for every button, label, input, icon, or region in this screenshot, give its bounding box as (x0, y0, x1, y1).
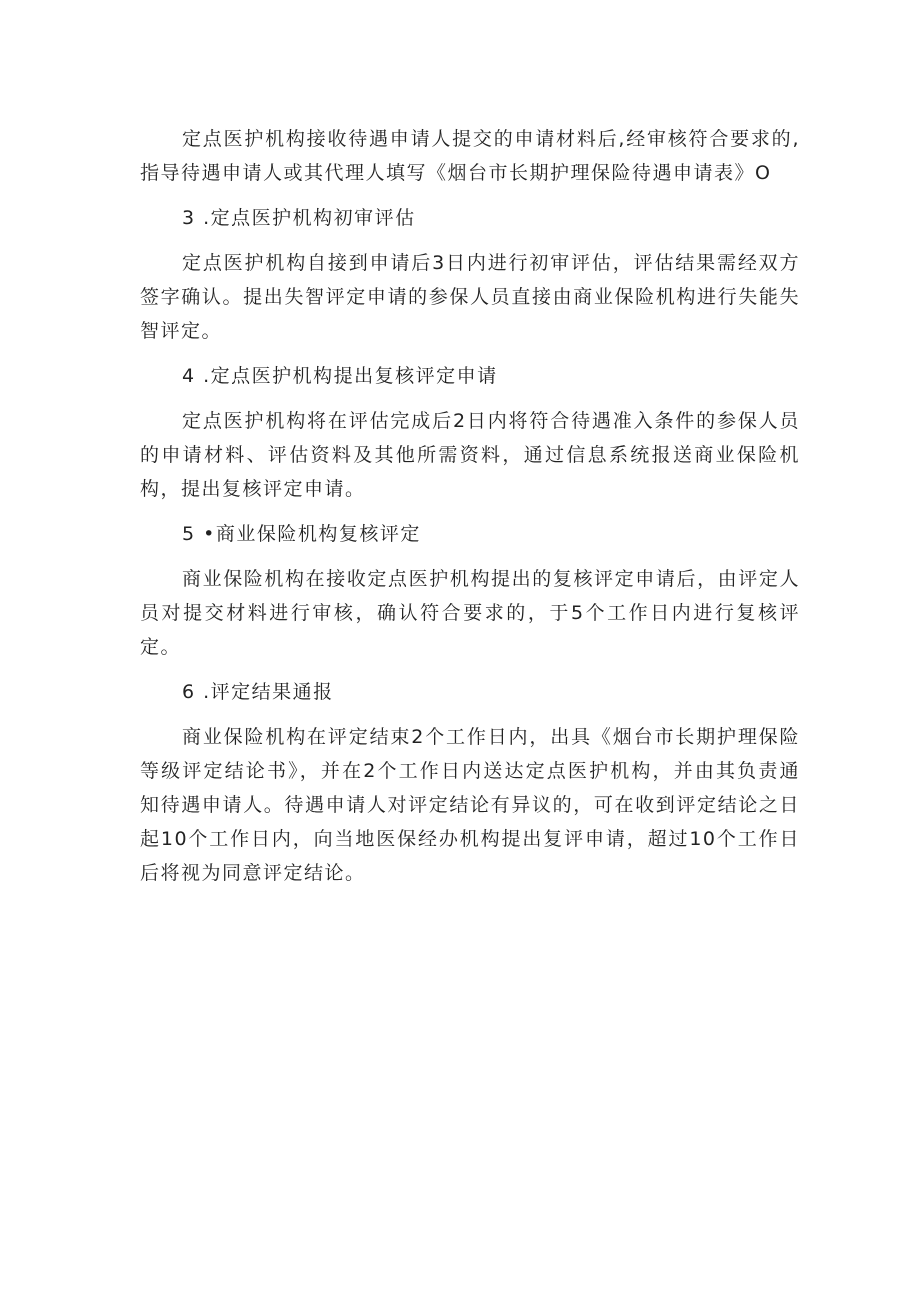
paragraph-insurer-review: 商业保险机构在接收定点医护机构提出的复核评定申请后，由评定人员对提交材料进行审核，确认符合要求的，于5个工作日内进行复核评定。 (140, 568, 800, 658)
paragraph-initial-assessment: 定点医护机构自接到申请后3日内进行初审评估，评估结果需经双方签字确认。提出失智评定申请的参保人员直接由商业保险机构进行失能失智评定。 (140, 252, 800, 342)
heading-result-notification: 6 .评定结果通报 (182, 681, 334, 703)
paragraph-result-notification: 商业保险机构在评定结束2个工作日内，出具《烟台市长期护理保险等级评定结论书》，并在2个工作日内送达定点医护机构，并由其负责通知待遇申请人。待遇申请人对评定结论有异议的，可在收到评定结论之日起10个工作日内，向当地医保经办机构提出复评申请，超过10个工作日后将视为同意评定结论。 (140, 726, 800, 884)
paragraph-application-review: 定点医护机构接收待遇申请人提交的申请材料后,经审核符合要求的,指导待遇申请人或其代理人填写《烟台市长期护理保险待遇申请表》O (140, 128, 800, 184)
heading-review-request: 4 .定点医护机构提出复核评定申请 (182, 365, 498, 387)
heading-initial-assessment: 3 .定点医护机构初审评估 (182, 207, 416, 229)
heading-insurer-review: 5 •商业保险机构复核评定 (182, 523, 421, 545)
document-body (140, 122, 800, 901)
paragraph-review-request: 定点医护机构将在评估完成后2日内将符合待遇准入条件的参保人员的申请材料、评估资料及其他所需资料，通过信息系统报送商业保险机构，提出复核评定申请。 (140, 410, 800, 500)
